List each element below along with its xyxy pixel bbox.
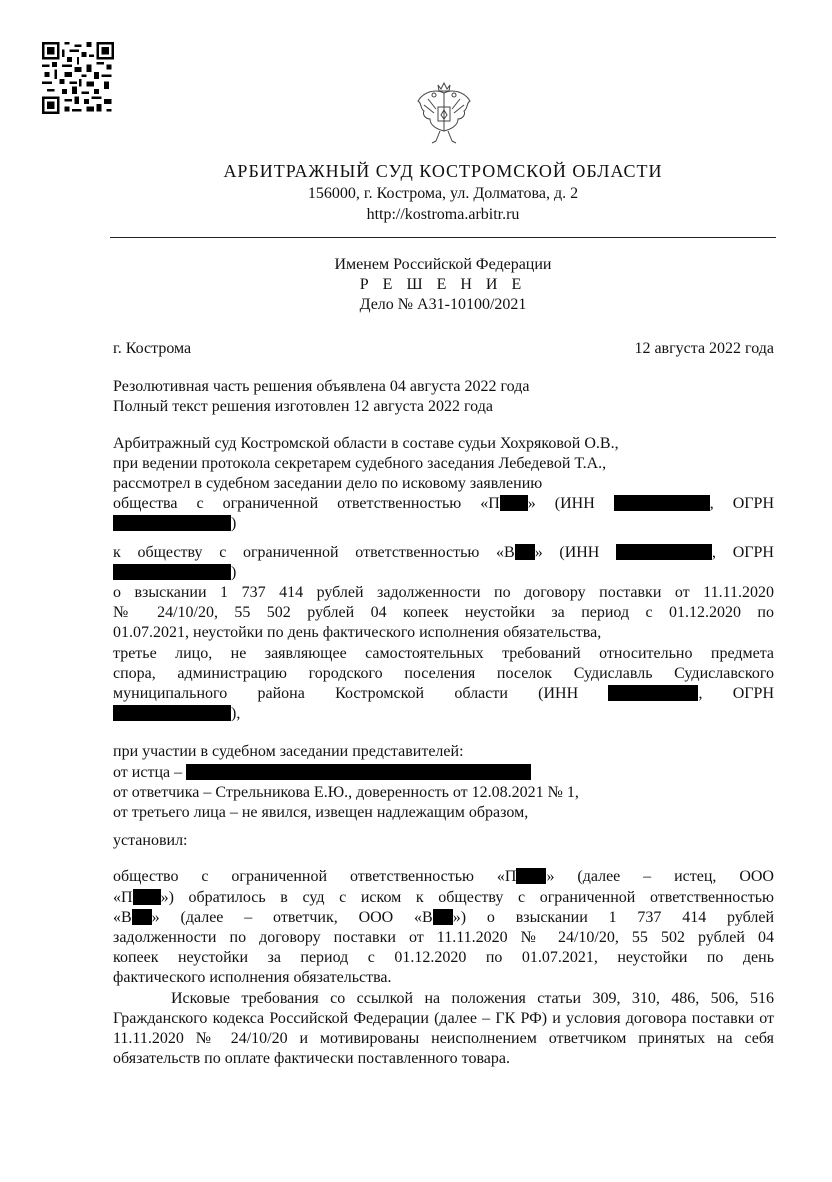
title-decision: Р Е Ш Е Н И Е	[359, 276, 527, 293]
intro-line: Арбитражный суд Костромской области в составе судьи Хохряковой О.В.,	[113, 434, 619, 452]
redaction-box	[132, 909, 152, 925]
redaction-box	[113, 705, 231, 721]
statement-line: копеек неустойки за период с 01.12.2020 по 01.07.2021, неустойки по день	[113, 949, 774, 967]
full-text-date: Полный текст решения изготовлен 12 августа 2022 года	[113, 398, 493, 416]
resolution-announced: Резолютивная часть решения объявлена 04 августа 2022 года	[113, 378, 530, 396]
header-divider	[110, 237, 776, 238]
statement-line: «В » (далее – ответчик, ООО «В ») о взыскании 1 737 414 рублей	[113, 908, 775, 926]
intro-paragraph	[113, 434, 774, 725]
third-party-ogrn-line: ),	[113, 704, 774, 724]
qr-code	[42, 42, 114, 114]
claims-paragraph: Исковые требования со ссылкой на положения статьи 309, 310, 486, 506, 516 Гражданского кодекса Российской Федерации (далее – ГК РФ) и условия договора поставки от 11.11.2020 № 24/10/20 и мотивированы неисполнением ответчиком принятых на себя обязательств по оплате фактически поставленного товара.	[113, 989, 774, 1068]
court-name: АРБИТРАЖНЫЙ СУД КОСТРОМСКОЙ ОБЛАСТИ	[223, 161, 663, 181]
plaintiff-ogrn-line: )	[113, 514, 774, 534]
redaction-box	[113, 564, 231, 580]
third-party-line: муниципального района Костромской области (ИНН , ОГРН	[113, 685, 774, 703]
statement-line: общество с ограниченной ответственностью «П » (далее – истец, ООО	[113, 868, 774, 886]
place-date-row	[113, 339, 774, 359]
court-url: http://kostroma.arbitr.ru	[366, 206, 520, 223]
third-party-line: третье лицо, не заявляющее самостоятельных требований относительно предмета	[113, 644, 774, 662]
intro-line: при ведении протокола секретарем судебного заседания Лебедевой Т.А.,	[113, 454, 607, 472]
statement-line: задолженности по договору поставки от 11.11.2020 № 24/10/20, 55 502 рублей 04	[113, 929, 774, 947]
coat-of-arms-emblem	[414, 79, 474, 145]
document-title	[110, 255, 776, 315]
defendant-ogrn-line: )	[113, 563, 774, 583]
redaction-box	[433, 909, 453, 925]
participants-block	[113, 742, 774, 823]
claim-line: о взыскании 1 737 414 рублей задолженности по договору поставки от 11.11.2020	[113, 584, 774, 602]
from-plaintiff: от истца –	[113, 763, 774, 783]
established-heading: установил:	[113, 832, 188, 850]
claim-line: 01.07.2021, неустойки по день фактического исполнения обязательства,	[113, 624, 602, 642]
statement-line: «П ») обратилось в суд с иском к обществу с ограниченной ответственностью	[113, 888, 774, 906]
title-line-1: Именем Российской Федерации	[334, 256, 552, 273]
redaction-box	[113, 515, 231, 531]
defendant-line: к обществу с ограниченной ответственностью «В » (ИНН , ОГРН	[113, 543, 774, 561]
place: г. Кострома	[113, 340, 192, 357]
intro-line: рассмотрел в судебном заседании дело по исковому заявлению	[113, 475, 543, 493]
court-header	[110, 160, 776, 225]
redaction-box	[616, 544, 712, 560]
from-defendant: от ответчика – Стрельникова Е.Ю., доверенность от 12.08.2021 № 1,	[113, 783, 579, 801]
third-party-line: спора, администрацию городского поселения поселок Судиславль Судиславского	[113, 664, 774, 682]
dates-block	[113, 377, 774, 417]
case-number: Дело № А31-10100/2021	[359, 296, 527, 313]
document-body	[113, 339, 774, 1070]
redaction-box	[133, 889, 161, 905]
from-third-party: от третьего лица – не явился, извещен надлежащим образом,	[113, 804, 529, 822]
redaction-box	[500, 495, 528, 511]
court-address: 156000, г. Кострома, ул. Долматова, д. 2	[307, 185, 579, 202]
redaction-box	[614, 495, 710, 511]
claim-line: № 24/10/20, 55 502 рублей 04 копеек неустойки за период с 01.12.2020 по	[113, 604, 774, 622]
redaction-box	[516, 868, 546, 884]
plaintiff-line: общества с ограниченной ответственностью «П » (ИНН , ОГРН	[113, 495, 774, 513]
redaction-box	[608, 685, 698, 701]
decision-date: 12 августа 2022 года	[634, 340, 774, 357]
statement-paragraph	[113, 867, 774, 988]
redaction-box	[186, 764, 531, 780]
participation-heading: при участии в судебном заседании представителей:	[113, 743, 464, 761]
statement-line: фактического исполнения обязательства.	[113, 969, 392, 987]
redaction-box	[515, 544, 535, 560]
